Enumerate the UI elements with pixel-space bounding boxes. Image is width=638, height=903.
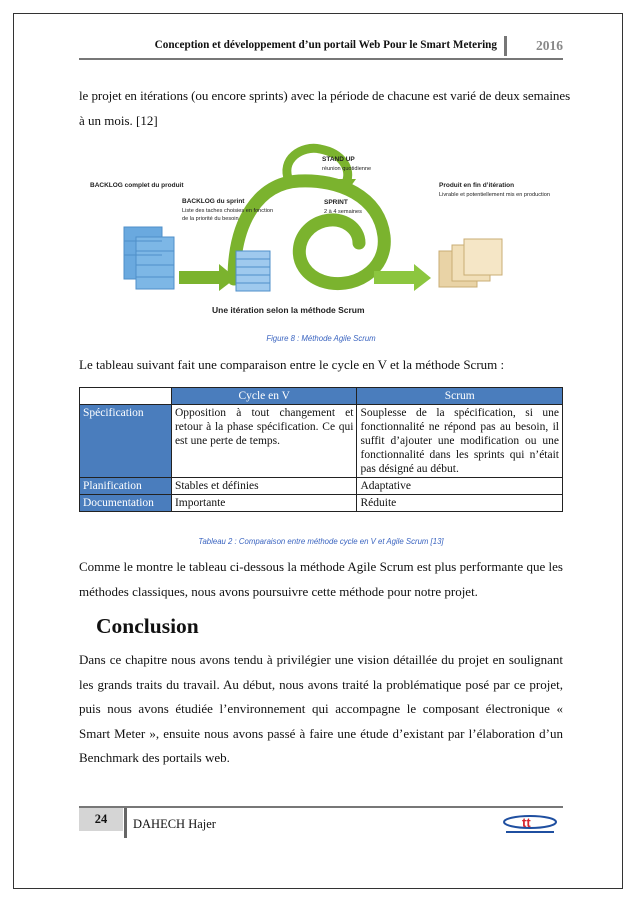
row-label-specification: Spécification — [80, 405, 172, 478]
intro-paragraph — [79, 84, 571, 133]
label-sprint: SPRINT — [324, 199, 348, 206]
product-increment-stack — [439, 239, 502, 287]
footer-separator — [124, 808, 127, 838]
label-standup-sub: réunion quotidienne — [322, 166, 372, 172]
table-header-blank — [80, 388, 172, 405]
figure-bottom-title: Une itération selon la méthode Scrum — [212, 305, 365, 315]
label-backlog-sprint: BACKLOG du sprint — [182, 198, 245, 205]
label-produit-fin-sub: Livrable et potentiellement mis en production — [439, 192, 551, 198]
company-logo — [500, 812, 560, 836]
table-row — [80, 495, 563, 512]
footer-rule — [79, 806, 563, 808]
label-backlog-sprint-sub2: de la priorité du besoin — [182, 216, 239, 222]
header-year: 2016 — [536, 38, 563, 53]
label-backlog-produit: BACKLOG complet du produit — [90, 182, 184, 189]
intro-line-1: le projet en itérations (ou encore sprints) avec la période de chacune est varié de deux semaines — [79, 88, 571, 103]
scrum-figure — [84, 141, 559, 326]
sprint-backlog-stack — [236, 251, 270, 291]
label-sprint-sub: 2 à 4 semaines — [324, 209, 362, 215]
table-header-row — [80, 388, 563, 405]
table-row — [80, 478, 563, 495]
arrow-to-product — [374, 264, 431, 291]
intro-line-2: à un mois. [12] — [79, 112, 158, 128]
comparison-table — [79, 387, 563, 512]
conclusion-paragraph: Dans ce chapitre nous avons tendu à privilégier une vision détaillée du projet en soulignant les grands traits du travail. Au début, nous avons traité la problématique posé par ce projet, puis nous avons étudiée l’environnement qui accompagne le composant électronique « Smart Meter », ensuite nous avons passé à faire une étude d’existant par l’élaboration d’un Benchmark des portails web. — [79, 652, 563, 765]
cell-scrum: Souplesse de la spécification, si une fonctionnalité ne répond pas au besoin, il suffit d’ajouter une modification ou une fonctionnalité dans les sprints qui n’était pas désigné au début. — [357, 405, 563, 478]
label-backlog-sprint-sub1: Liste des taches choisies en fonction — [182, 208, 274, 214]
cell-cycle-v: Opposition à tout changement et retour à la phase spécification. Ce qui est une perte de temps. — [171, 405, 357, 478]
label-produit-fin: Produit en fin d’itération — [439, 182, 515, 189]
page-header — [79, 36, 563, 58]
header-separator — [504, 36, 507, 56]
conclusion-heading: Conclusion — [96, 614, 199, 638]
row-label-planification: Planification — [80, 478, 172, 495]
table-caption: Tableau 2 : Comparaison entre méthode cycle en V et Agile Scrum [13] — [198, 537, 444, 546]
row-label-documentation: Documentation — [80, 495, 172, 512]
header-rule — [79, 58, 563, 60]
figure-caption: Figure 8 : Méthode Agile Scrum — [266, 334, 376, 343]
cell-scrum: Adaptative — [357, 478, 563, 495]
footer-author: DAHECH Hajer — [133, 817, 216, 831]
table-header-cycle-v: Cycle en V — [171, 388, 357, 405]
logo-text: tt — [522, 815, 531, 830]
cell-cycle-v: Importante — [171, 495, 357, 512]
table-intro: Le tableau suivant fait une comparaison entre le cycle en V et la méthode Scrum : — [79, 357, 505, 372]
product-backlog-stack — [124, 227, 174, 289]
arrow-to-sprint-backlog — [179, 264, 236, 291]
header-title: Conception et développement d’un portail Web Pour le Smart Metering — [154, 39, 497, 51]
cell-scrum: Réduite — [357, 495, 563, 512]
table-header-scrum: Scrum — [357, 388, 563, 405]
table-row — [80, 405, 563, 478]
after-table-paragraph: Comme le montre le tableau ci-dessous la méthode Agile Scrum est plus performante que les méthodes classiques, nous avons poursuivre cette méthode pour notre projet. — [79, 559, 563, 599]
cell-cycle-v: Stables et définies — [171, 478, 357, 495]
label-standup: STAND UP — [322, 156, 355, 163]
page-number: 24 — [79, 808, 123, 831]
